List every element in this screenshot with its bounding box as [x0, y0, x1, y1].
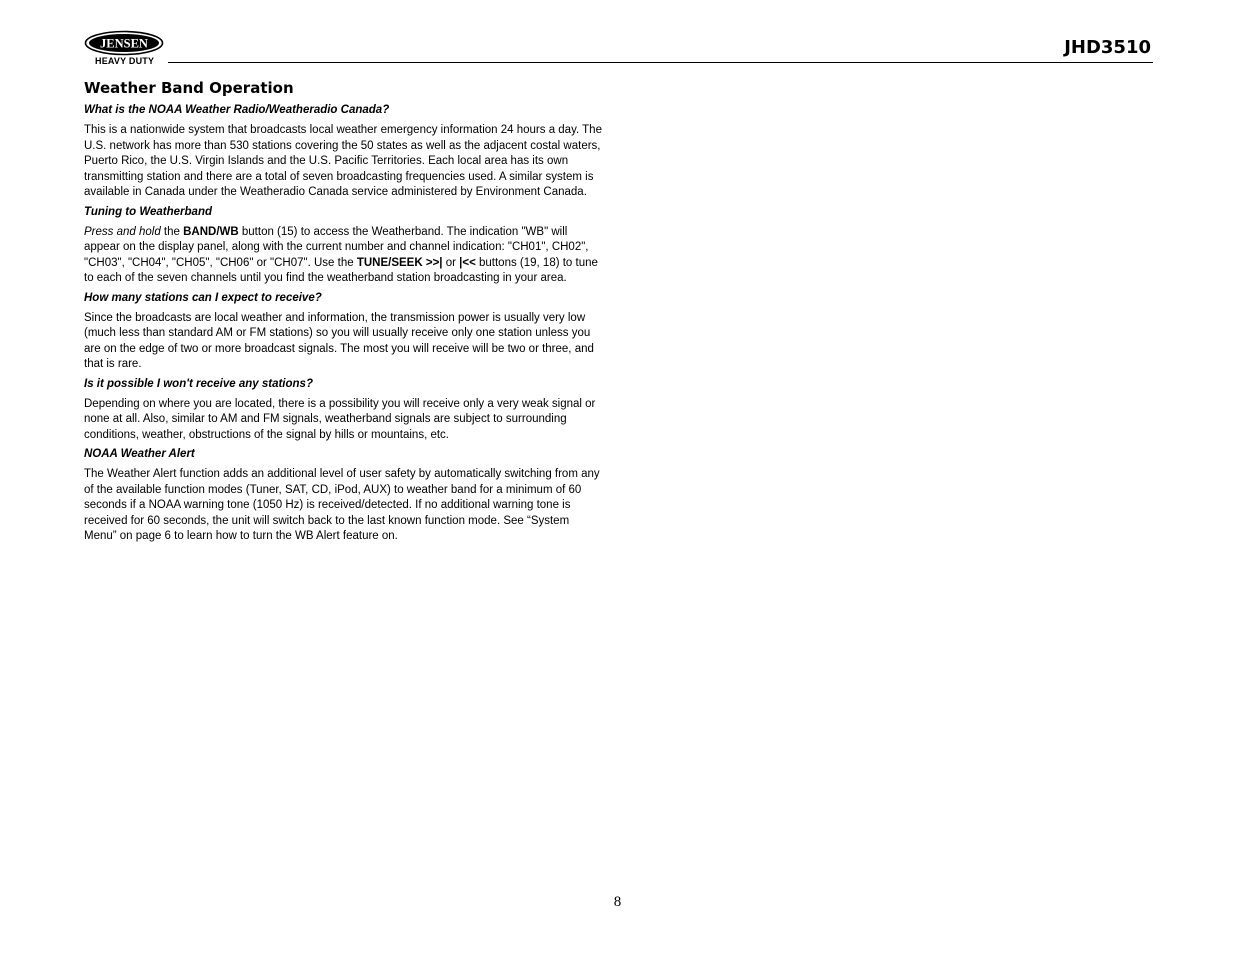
jensen-logo	[84, 30, 164, 70]
header-rule	[168, 62, 1153, 63]
seek-back-text: |<<	[459, 256, 476, 269]
alert-heading: NOAA Weather Alert	[84, 448, 195, 460]
tuning-text-1: the	[160, 225, 184, 238]
jensen-logo-oval	[84, 30, 164, 56]
how-many-heading: How many stations can I expect to receive?	[84, 291, 322, 304]
model-number: JHD3510	[1064, 37, 1151, 58]
logo-subtitle: HEAVY DUTY	[95, 56, 155, 66]
band-wb-text: BAND/WB	[183, 225, 239, 238]
logo-wordmark: JENSEN	[100, 36, 148, 51]
tuning-text-2: button (15) to access the Weatherband. The indication "WB" will appear on the display panel, along with the current number and channel indication: "CH01", CH02", "CH03", "CH04", "CH05", "CH06" or "CH07". Use the	[84, 225, 589, 269]
tune-seek-text: TUNE/SEEK >>|	[356, 256, 443, 269]
page-content	[84, 79, 604, 549]
noaa-what-heading: What is the NOAA Weather Radio/Weatheradio Canada?	[84, 104, 390, 116]
page-number: 8	[613, 894, 622, 910]
tuning-body	[84, 225, 604, 287]
how-many-body: Since the broadcasts are local weather and information, the transmission power is usually very low (much less than standard AM or FM stations) so you will usually receive only one station unless you are on the edge of two or more broadcast signals. The most you will receive will be two or three, and that is rare.	[84, 311, 594, 370]
noaa-what-body: This is a nationwide system that broadcasts local weather emergency information 24 hours a day. The U.S. network has more than 530 stations covering the 50 states as well as the adjacent costal waters, Puerto Rico, the U.S. Virgin Islands and the U.S. Pacific Territories. Each local area has its own transmitting station and there are a total of seven broadcasting frequencies used. A similar system is available in Canada under the Weatheradio Canada service administered by Environment Canada.	[84, 124, 602, 198]
no-stations-heading: Is it possible I won't receive any stations?	[84, 377, 313, 390]
section-title: Weather Band Operation	[84, 79, 294, 97]
tuning-text-4: buttons (19, 18) to tune to each of the seven channels until you find the weatherband station broadcasting in your area.	[84, 256, 598, 284]
no-stations-body: Depending on where you are located, there is a possibility you will receive only a very weak signal or none at all. Also, similar to AM and FM signals, weatherband signals are subject to surrounding conditions, weather, obstructions of the signal by hills or mountains, etc.	[84, 397, 596, 441]
tuning-heading: Tuning to Weatherband	[84, 205, 212, 218]
tuning-text-3: or	[442, 256, 460, 269]
alert-body: The Weather Alert function adds an additional level of user safety by automatically switching from any of the available function modes (Tuner, SAT, CD, iPod, AUX) to weather band for a minimum of 60 seconds if a NOAA warning tone (1050 Hz) is received/detected. If no additional warning tone is received for 60 seconds, the unit will switch back to the last known function mode. See “System Menu” on page 6 to learn how to turn the WB Alert feature on.	[84, 468, 600, 542]
press-hold-text: Press and hold	[84, 225, 161, 238]
